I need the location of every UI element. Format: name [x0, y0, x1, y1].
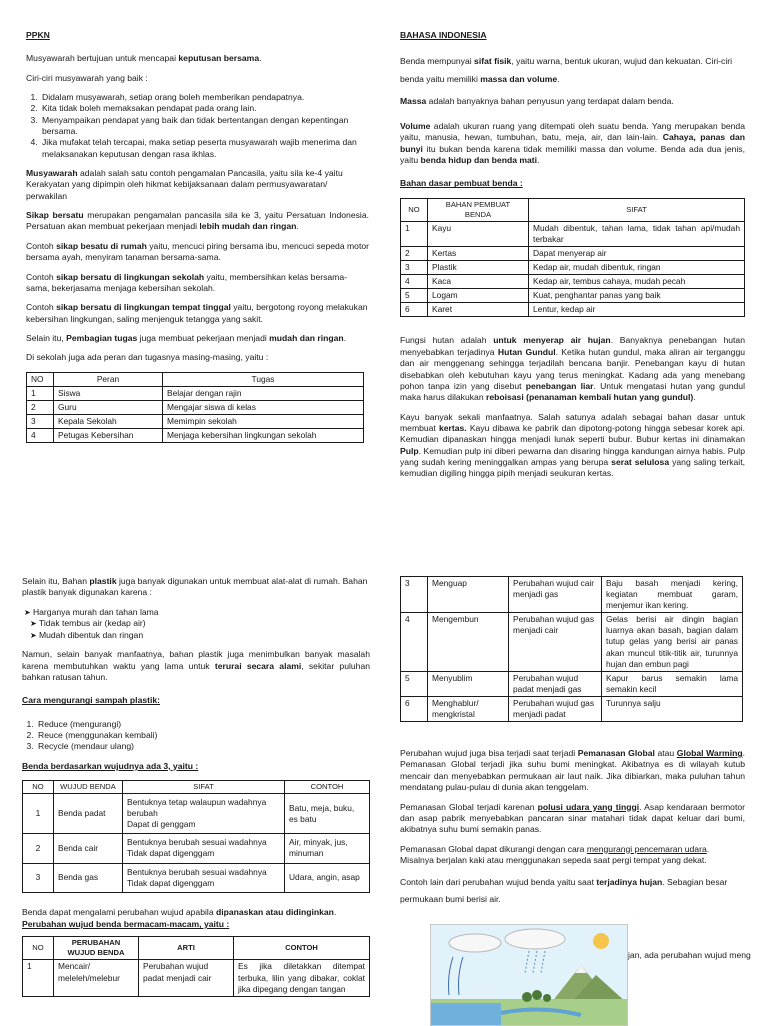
table-cell: 4 [401, 275, 428, 289]
table-row [23, 960, 370, 996]
mengurangi-paragraph: Pemanasan Global dapat dikurangi dengan cara mengurangi pencemaran udara. Misalnya berjalan kaki atau menggunakan sepeda saat pergi tempat yang dekat. [400, 843, 710, 865]
table-cell: Batu, meja, buku, es batu [285, 794, 370, 834]
bahan-dasar-title: Bahan dasar pembuat benda : [400, 178, 523, 189]
table-cell: 2 [23, 834, 54, 863]
table-cell: Kedap air, tembus cahaya, mudah pecah [529, 275, 745, 289]
table-cell: Mengajar siswa di kelas [163, 400, 364, 414]
table-cell: Memimpin sekolah [163, 414, 364, 428]
table-row [27, 428, 364, 442]
water-cycle-drawing [431, 925, 627, 1025]
volume-paragraph: Volume adalah ukuran ruang yang ditempati oleh suatu benda. Yang merupakan benda yaitu, manusia, hewan, tumbuhan, batu, meja, air, dan lain-lain. Cahaya, panas dan bunyi itu bukan benda karena tidak memiliki massa dan volume. Benda ada dua jenis, yaitu benda hidup dan benda mati. [400, 121, 745, 166]
table-header-row [23, 781, 370, 794]
table-cell: 6 [401, 303, 428, 317]
table-row [401, 247, 745, 261]
table-cell: Petugas Kebersihan [54, 428, 163, 442]
table-header: Tugas [163, 372, 364, 386]
table-cell: Kuat, penghantar panas yang baik [529, 289, 745, 303]
perubahan-table [22, 936, 370, 996]
table-cell: Bentuknya berubah sesuai wadahnya Tidak dapat digenggam [123, 834, 285, 863]
table-header: CONTOH [234, 937, 370, 960]
ppkn-section [26, 30, 369, 453]
ciri-title: Ciri-ciri musyawarah yang baik : [26, 72, 148, 83]
table-header-row [27, 372, 364, 386]
table-cell: 3 [401, 577, 428, 613]
table-cell: Lentur, kedap air [529, 303, 745, 317]
table-cell: Baju basah menjadi kering, kegiatan membuat garam, menjemur ikan kering. [602, 577, 743, 613]
table-cell: Benda padat [54, 794, 123, 834]
sifat-fisik-paragraph: Benda mempunyai sifat fisik, yaitu warna, bentuk ukuran, wujud dan kekuatan. Ciri-ciri benda yaitu memiliki massa dan volume. [400, 56, 732, 84]
table-cell: Perubahan wujud cair menjadi gas [509, 577, 602, 613]
table-cell: 3 [27, 414, 54, 428]
table-cell: Turunnya salju [602, 696, 743, 721]
table-header: NO [27, 372, 54, 386]
table-row [27, 386, 364, 400]
table-cell: Logam [428, 289, 529, 303]
plastik-intro: Selain itu, Bahan plastik juga banyak digunakan untuk membuat alat-alat di rumah. Bahan plastik banyak digunakan karena : [22, 576, 368, 598]
sampah-list [22, 719, 370, 753]
table-cell: Benda gas [54, 863, 123, 892]
table-cell: Gelas berisi air dingin bagian luarnya akan basah, bagian dalam tutup gelas yang berisi air panas akan muncul titik-titik air, turunnya hujan dan embun pagi [602, 613, 743, 671]
cut-off-text: jan, ada perubahan wujud meng [628, 950, 751, 960]
bahan-table [400, 198, 745, 318]
table-cell: 6 [401, 696, 428, 721]
table-cell: Menyublim [428, 671, 509, 696]
table-cell: Air, minyak, jus, minuman [285, 834, 370, 863]
table-cell: 1 [23, 960, 54, 996]
table-row [23, 834, 370, 863]
table-cell: Belajar dengan rajin [163, 386, 364, 400]
table-cell: 3 [401, 261, 428, 275]
perubahan-intro: Benda dapat mengalami perubahan wujud apabila dipanaskan atau didinginkan. [22, 906, 337, 917]
table-cell: Kayu [428, 221, 529, 246]
table-cell: Benda cair [54, 834, 123, 863]
sekolah-paragraph: Contoh sikap bersatu di lingkungan sekolah yaitu, membersihkan kelas bersama-sama, bekerjasama menjaga kebersihan sekolah. [26, 271, 347, 293]
table-cell: 2 [27, 400, 54, 414]
table-cell: Perubahan wujud gas menjadi padat [509, 696, 602, 721]
table-cell: 4 [27, 428, 54, 442]
water-cycle-illustration [430, 924, 628, 1026]
plastik-reasons [22, 607, 370, 642]
table-header: NO [401, 198, 428, 221]
table-cell: Menguap [428, 577, 509, 613]
pembagian-tugas-paragraph: Selain itu, Pembagian tugas juga membuat pekerjaan menjadi mudah dan ringan. [26, 332, 347, 343]
table-row [401, 613, 743, 671]
global-warming-paragraph: Perubahan wujud juga bisa terjadi saat terjadi Pemanasan Global atau Global Warming. Pemanasan Global terjadi jika suhu bumi meningkat. Akibatnya es di wilayah kutub mencair dan menyebabkan permukaan air laut naik. Jika dibiarkan, maka puluhan tahun mendatang pulau-pulau di dunia akan tenggelam. [400, 748, 745, 793]
table-header: SIFAT [529, 198, 745, 221]
list-item: 3. Menyampaikan pendapat yang baik dan tidak bertentangan dengan kepentingan bersama. [40, 115, 369, 138]
ppkn-title: PPKN [26, 30, 50, 40]
table-row [401, 275, 745, 289]
table-row [401, 303, 745, 317]
perubahan-title: Perubahan wujud benda bermacam-macam, yaitu : [22, 919, 230, 930]
table-row [401, 289, 745, 303]
hujan-paragraph: Contoh lain dari perubahan wujud benda yaitu saat terjadinya hujan. Sebagian besar permukaan bumi berisi air. [400, 877, 728, 904]
table-cell: 2 [401, 247, 428, 261]
list-item: 1. Didalam musyawarah, setiap orang boleh memberikan pendapatnya. [40, 92, 369, 103]
list-item: 1. Reduce (mengurangi) [36, 719, 370, 730]
table-cell: Guru [54, 400, 163, 414]
table-cell: 1 [27, 386, 54, 400]
bahasa-title: BAHASA INDONESIA [400, 30, 487, 40]
table-cell: Perubahan wujud padat menjadi gas [509, 671, 602, 696]
table-cell: Dapat menyerap air [529, 247, 745, 261]
table-cell: 3 [23, 863, 54, 892]
rumah-paragraph: Contoh sikap besatu di rumah yaitu, mencuci piring bersama ibu, mencuci sepeda motor bersama ayah, menyiram tanaman bersama-sama. [26, 240, 369, 263]
table-cell: Kertas [428, 247, 529, 261]
bahasa-section [400, 30, 745, 488]
wujud-title: Benda berdasarkan wujudnya ada 3, yaitu : [22, 760, 199, 771]
table-cell: Kapur barus semakin lama semakin kecil [602, 671, 743, 696]
table-row [23, 863, 370, 892]
list-item: 3. Recycle (mendaur ulang) [36, 741, 370, 752]
table-header: PERUBAHAN WUJUD BENDA [54, 937, 139, 960]
table-cell: Kepala Sekolah [54, 414, 163, 428]
table-row [401, 221, 745, 246]
table-cell: Es jika diletakkan ditempat terbuka, lilin yang dibakar, coklat jika dipegang dengan tangan [234, 960, 370, 996]
massa-paragraph: Massa adalah banyaknya bahan penyusun yang terdapat dalam benda. [400, 95, 674, 106]
table-row [27, 400, 364, 414]
table-header: BAHAN PEMBUAT BENDA [428, 198, 529, 221]
list-item: 2. Reuce (menggunakan kembali) [36, 730, 370, 741]
list-item: ➤ Mudah dibentuk dan ringan [24, 630, 370, 642]
table-cell: 5 [401, 289, 428, 303]
wujud-table [22, 780, 370, 893]
wujud-lanjutan-section [400, 576, 745, 915]
table-row [401, 671, 743, 696]
musyawarah-paragraph: Musyawarah adalah salah satu contoh pengamalan Pancasila, yaitu sila ke-4 yaitu Kerakyatan yang dipimpin oleh hikmat kebijaksanaan dalam permusyawaratan/ perwakilan [26, 168, 343, 201]
table-header: SIFAT [123, 781, 285, 794]
perubahan-wujud-table-lanjutan [400, 576, 743, 722]
peran-intro: Di sekolah juga ada peran dan tugasnya masing-masing, yaitu : [26, 352, 269, 363]
peran-tugas-table [26, 372, 364, 443]
table-row [27, 414, 364, 428]
table-row [401, 696, 743, 721]
table-cell: Plastik [428, 261, 529, 275]
table-cell: Mudah dibentuk, tahan lama, tidak tahan api/mudah terbakar [529, 221, 745, 246]
table-row [23, 794, 370, 834]
list-item: 4. Jika mufakat telah tercapai, maka setiap peserta musyawarah wajib menerima dan melaksanakan keputusan dengan rasa ikhlas. [40, 137, 369, 160]
hutan-paragraph: Fungsi hutan adalah untuk menyerap air hujan. Banyaknya penebangan hutan menyebabkan terjadinya Hutan Gundul. Ketika hutan gundul, maka aliran air terganggu dan air menggenang sehingga terjadilah bencana banjir. Penebangan kayu di hutan disebabkan oleh kebutuhan kayu yang terus meningkat. Kadang ada yang menebang pohon tanpa izin yang disebut penebangan liar. Untuk mengatasi hutan yang gundul maka harus dilakukan reboisasi (penanaman kembali hutan yang gundul). [400, 335, 746, 403]
table-cell: Kaca [428, 275, 529, 289]
kayu-paragraph: Kayu banyak sekali manfaatnya. Salah satunya adalah sebagai bahan dasar untuk membuat kertas. Kayu dibawa ke pabrik dan dipotong-potong hingga sebesar korek api. Kemudian dipanaskan hingga menjadi lunak seperti bubur. Bubur kertas ini dinamakan Pulp. Kemudian pulp ini diberi pewarna dan disaring hingga kandungan airnya habis. Pulp yang sudah kering meninggalkan ampas yang berupa serat selulosa yang saling terkait, kemudian digiling hingga pipih menjadi seukuran kertas. [400, 411, 746, 479]
table-cell: Bentuknya tetap walaupun wadahnya berubah Dapat di genggam [123, 794, 285, 834]
table-cell: 5 [401, 671, 428, 696]
tempat-tinggal-paragraph: Contoh sikap bersatu di lingkungan tempat tinggal yaitu, bergotong royong melakukan kebersihan lingkungan, saling menjenguk tetangga yang sakit. [26, 302, 368, 324]
table-header: NO [23, 781, 54, 794]
table-cell: Menjaga kebersihan lingkungan sekolah [163, 428, 364, 442]
list-item: ➤ Harganya murah dan tahan lama [24, 607, 370, 619]
sikap-bersatu-paragraph: Sikap bersatu merupakan pengamalan pancasila sila ke 3, yaitu Persatuan Indonesia. Persatuan akan membuat pekerjaan menjadi lebih mudah dan ringan. [26, 210, 369, 232]
table-cell: 4 [401, 613, 428, 671]
table-cell: Udara, angin, asap [285, 863, 370, 892]
table-header: ARTI [139, 937, 234, 960]
table-header: WUJUD BENDA [54, 781, 123, 794]
table-header: CONTOH [285, 781, 370, 794]
table-cell: Perubahan wujud padat menjadi cair [139, 960, 234, 996]
ppkn-intro: Musyawarah bertujuan untuk mencapai keputusan bersama. [26, 53, 262, 64]
table-cell: 1 [23, 794, 54, 834]
plastik-masalah-paragraph: Namun, selain banyak manfaatnya, bahan plastik juga menimbulkan banyak masalah karena membutuhkan waktu yang lama untuk terurai secara alami, sekitar puluhan bahkan ratusan tahun. [22, 649, 371, 683]
table-cell: Karet [428, 303, 529, 317]
table-header: Peran [54, 372, 163, 386]
table-cell: 1 [401, 221, 428, 246]
sampah-title: Cara mengurangi sampah plastik: [22, 695, 161, 706]
table-cell: Bentuknya berubah sesuai wadahnya Tidak dapat digenggam [123, 863, 285, 892]
table-cell: Perubahan wujud gas menjadi cair [509, 613, 602, 671]
plastik-section [22, 576, 370, 1007]
polusi-paragraph: Pemanasan Global terjadi karenan polusi udara yang tinggi. Asap kendaraan bermotor dan asap pabrik menyebabkan pancaran sinar matahari tidak dapat keluar dari bumi, akibatnya suhu bumi semakin panas. [400, 801, 745, 835]
list-item: 2. Kita tidak boleh memaksakan pendapat pada orang lain. [40, 103, 369, 114]
table-cell: Menghablur/ mengkristal [428, 696, 509, 721]
table-cell: Mencair/ meleleh/melebur [54, 960, 139, 996]
table-header-row [401, 198, 745, 221]
list-item: ➤ Tidak tembus air (kedap air) [24, 618, 370, 630]
table-cell: Siswa [54, 386, 163, 400]
table-header-row [23, 937, 370, 960]
ciri-list [26, 92, 369, 160]
table-header: NO [23, 937, 54, 960]
table-row [401, 577, 743, 613]
table-row [401, 261, 745, 275]
table-cell: Mengembun [428, 613, 509, 671]
table-cell: Kedap air, mudah dibentuk, ringan [529, 261, 745, 275]
